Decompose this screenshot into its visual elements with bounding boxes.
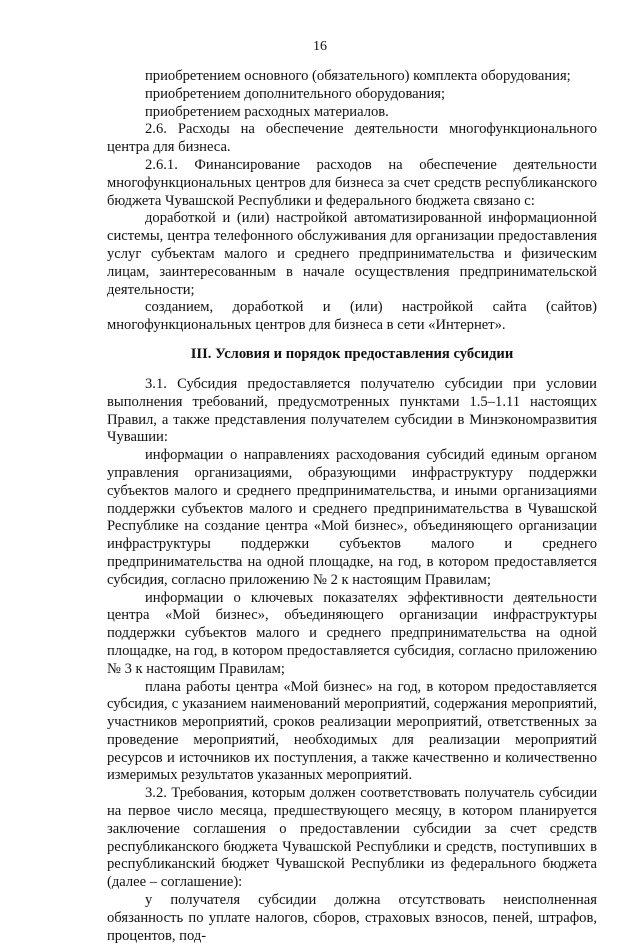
paragraph: приобретением расходных материалов. [145, 103, 389, 120]
paragraph: плана работы центра «Мой бизнес» на год, в котором предоставляется субсидия, с указанием наименований мероприятий, содержания мероприятий, участников мероприятий, сроков реализации мероприятий, ответственных за проведение мероприятий, необходимых для реализации мероприятий ресурсов и источников их поступления, а также качественно и количественно измеримых результатов указанных мероприятий. [107, 678, 597, 784]
paragraph: информации о ключевых показателях эффективности деятельности центра «Мой бизнес», объединяющего организации инфраструктуры поддержки субъектов малого и среднего предпринимательства на одной площадке, на год, в котором предоставляется субсидия, согласно приложению № 3 к настоящим Правилам; [107, 589, 597, 677]
document-body [107, 68, 597, 945]
paragraph: 2.6. Расходы на обеспечение деятельности многофункционального центра для бизнеса. [107, 121, 597, 156]
section-3 [107, 376, 597, 945]
paragraph: 2.6.1. Финансирование расходов на обеспечение деятельности многофункциональных центров для бизнеса за счет средств республиканского бюджета Чувашской Республики и федерального бюджета связано с: [107, 156, 597, 209]
paragraph: созданием, доработкой и (или) настройкой сайта (сайтов) многофункциональных центров для бизнеса в сети «Интернет». [107, 299, 597, 334]
section-2-continuation [107, 68, 597, 335]
paragraph: 3.1. Субсидия предоставляется получателю субсидии при условии выполнения требований, предусмотренных пунктами 1.5–1.11 настоящих Правил, а также представления получателем субсидии в Минэкономразвития Чувашии: [107, 375, 597, 446]
paragraph: приобретением основного (обязательного) комплекта оборудования; [145, 68, 571, 84]
paragraph: 3.2. Требования, которым должен соответствовать получатель субсидии на первое число месяца, предшествующего месяцу, в котором планируется заключение соглашения о предоставлении субсидии за счет средств республиканского бюджета Чувашской Республики и средств, поступивших в республиканский бюджет Чувашской Республики из федерального бюджета (далее – соглашение): [107, 785, 597, 891]
paragraph: доработкой и (или) настройкой автоматизированной информационной системы, центра телефонного обслуживания для организации предоставления услуг субъектам малого и среднего предпринимательства и физическим лицам, заинтересованным в начале осуществления предпринимательской деятельности; [107, 210, 597, 298]
page-number: 16 [313, 39, 327, 54]
paragraph: у получателя субсидии должна отсутствовать неисполненная обязанность по уплате налогов, сборов, страховых взносов, пеней, штрафов, процентов, под- [107, 892, 597, 944]
section-heading: III. Условия и порядок предоставления субсидии [190, 345, 514, 362]
paragraph: информации о направлениях расходования субсидий единым органом управления организациями, образующими инфраструктуру поддержки субъектов малого и среднего предпринимательства, и иными организациями поддержки субъектов малого и среднего предпринимательства в Чувашской Республике на создание центра «Мой бизнес», объединяющего организации инфраструктуры поддержки субъектов малого и среднего предпринимательства на одной площадке, на год, в котором предоставляется субсидия, согласно приложению № 2 к настоящим Правилам; [107, 447, 597, 588]
paragraph: приобретением дополнительного оборудования; [145, 85, 446, 102]
